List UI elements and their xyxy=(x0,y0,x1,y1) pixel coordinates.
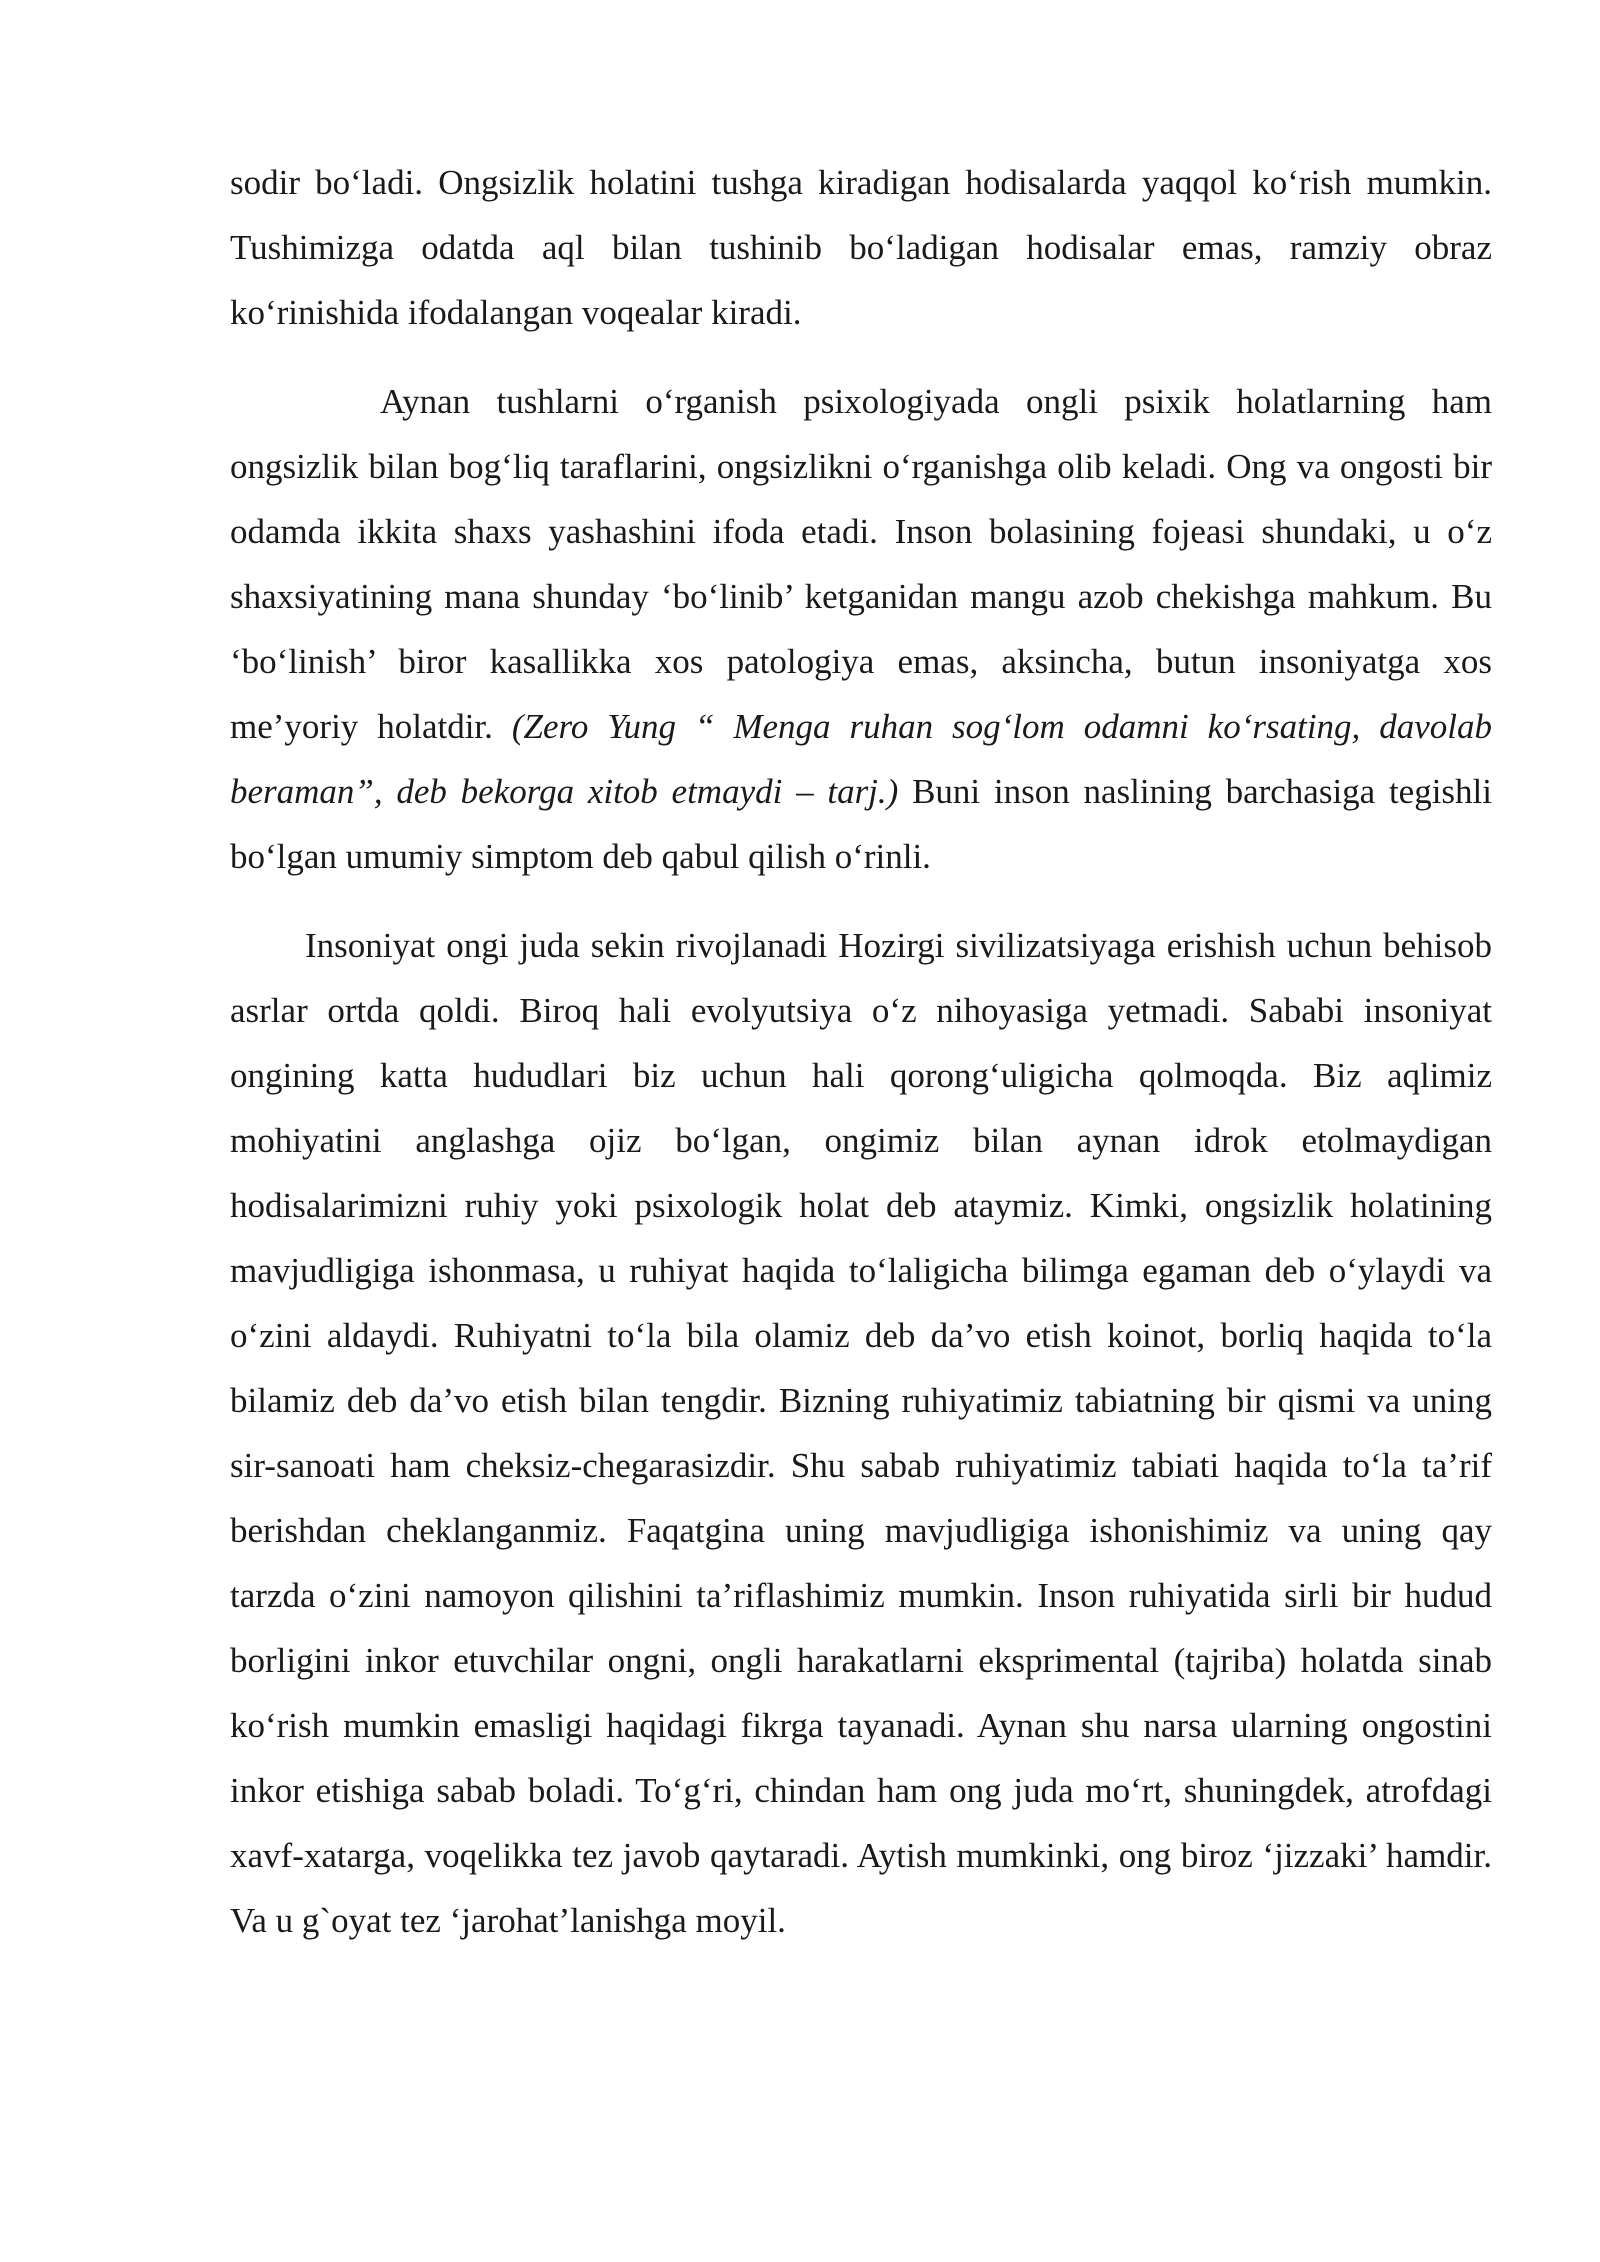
document-body xyxy=(230,150,1492,1953)
paragraph-1-text: sodir bo‘ladi. Ongsizlik holatini tushga kiradigan hodisalarda yaqqol ko‘rish mumkin. Tushimizga odatda aql bilan tushinib bo‘ladigan hodisalar emas, ramziy obraz ko‘rinishida ifodalangan voqealar kiradi. xyxy=(230,163,1492,332)
paragraph-2 xyxy=(230,369,1492,889)
paragraph-1 xyxy=(230,150,1492,345)
paragraph-3-text: Insoniyat ongi juda sekin rivojlanadi Hozirgi sivilizatsiyaga erishish uchun behisob asrlar ortda qoldi. Biroq hali evolyutsiya o‘z nihoyasiga yetmadi. Sababi insoniyat ongining katta hududlari biz uchun hali qorong‘uligicha qolmoqda. Biz aqlimiz mohiyatini anglashga ojiz bo‘lgan, ongimiz bilan aynan idrok etolmaydigan hodisalarimizni ruhiy yoki psixologik holat deb ataymiz. Kimki, ongsizlik holatining mavjudligiga ishonmasa, u ruhiyat haqida to‘laligicha bilimga egaman deb o‘ylaydi va o‘zini aldaydi. Ruhiyatni to‘la bila olamiz deb da’vo etish koinot, borliq haqida to‘la bilamiz deb da’vo etish bilan tengdir. Bizning ruhiyatimiz tabiatning bir qismi va uning sir-sanoati ham cheksiz-chegarasizdir. Shu sabab ruhiyatimiz tabiati haqida to‘la ta’rif berishdan cheklanganmiz. Faqatgina uning mavjudligiga ishonishimiz va uning qay tarzda o‘zini namoyon qilishini ta’riflashimiz mumkin. Inson ruhiyatida sirli bir hudud borligini inkor etuvchilar ongni, ongli harakatlarni eksprimental (tajriba) holatda sinab ko‘rish mumkin emasligi haqidagi fikrga tayanadi. Aynan shu narsa ularning ongostini inkor etishiga sabab boladi. To‘g‘ri, chindan ham ong juda mo‘rt, shuningdek, atrofdagi xavf-xatarga, voqelikka tez javob qaytaradi. Aytish mumkinki, ong biroz ‘jizzaki’ hamdir. Va u g`oyat tez ‘jarohat’lanishga moyil. xyxy=(230,926,1492,1940)
paragraph-2-text-after: Buni inson naslining barchasiga tegishli bo‘lgan umumiy simptom deb qabul qilish o‘rinli. xyxy=(230,772,1493,876)
paragraph-3 xyxy=(230,913,1492,1953)
paragraph-2-italic-note: (Zero Yung “ Menga ruhan sog‘lom odamni ko‘rsating, davolab beraman”, deb bekorga xitob etmaydi – tarj.) xyxy=(230,707,1492,811)
paragraph-2-text-before: Aynan tushlarni o‘rganish psixologiyada ongli psixik holatlarning ham ongsizlik bilan bog‘liq taraflarini, ongsizlikni o‘rganishga olib keladi. Ong va ongosti bir odamda ikkita shaxs yashashini ifoda etadi. Inson bolasining fojeasi shundaki, u o‘z shaxsiyatining mana shunday ‘bo‘linib’ ketganidan mangu azob chekishga mahkum. Bu ‘bo‘linish’ biror kasallikka xos patologiya emas, aksincha, butun insoniyatga xos me’yoriy holatdir. xyxy=(230,382,1492,746)
